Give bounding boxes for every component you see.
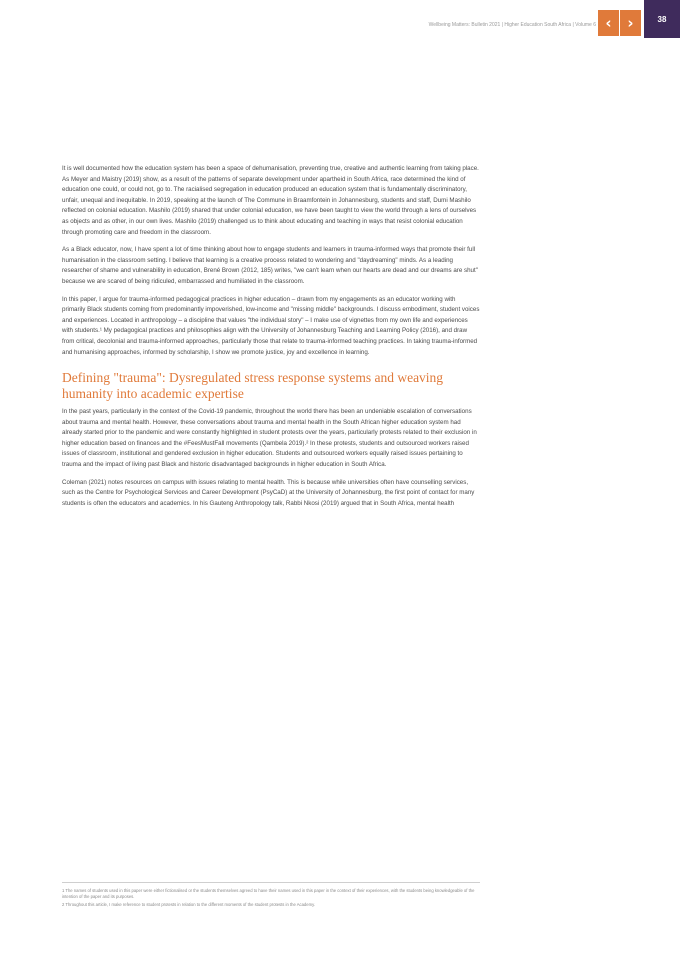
previous-page-button[interactable]: [598, 10, 619, 36]
chevron-left-icon: ‹: [605, 13, 612, 32]
intro-paragraph-2: As a Black educator, now, I have spent a lot of time thinking about how to engage students and learners in trauma-informed ways that promote their full humanisation in the classroom setting. I believe that learning is a creative process related to wondering and "daydreaming" minds. As a leading researcher of shame and vulnerability in education, Brené Brown (2012, 185) writes, "we can't learn when our hearts are dead and our dreams are shut" because we are scared of being ridiculed, embarrassed and humiliated in the classroom.: [62, 246, 478, 285]
running-header-title: Wellbeing Matters: Bulletin 2021 | Higher Education South Africa | Volume 6: [428, 22, 596, 28]
section-paragraph-2: Coleman (2021) notes resources on campus with issues relating to mental health. This is because while universities often have counselling services, such as the Centre for Psychological Services and Career Development (PsyCaD) at the University of Johannesburg, the first point of contact for many students is often the educators and academics. In his Gauteng Anthropology talk, Rabbi Nkosi (2019) argued that in South Africa, mental health: [62, 478, 475, 507]
footnote-1: 1 The names of students used in this paper were either fictionalised or the students themselves agreed to have their names used in this paper in the context of their experiences, with the students being knowledgeable of the intention of the paper and its purposes.: [62, 888, 475, 900]
chevron-right-icon: ›: [627, 13, 634, 32]
article-body: [62, 164, 480, 516]
intro-paragraph-3: In this paper, I argue for trauma-informed pedagogical practices in higher education – drawn from my engagements as an educator working with primarily Black students coming from predominantly impoverished, low-income and "missing middle" backgrounds. I discuss embodiment, student voices and experiences. Located in anthropology – a discipline that values "the individual story" – I make use of vignettes from my own life and experiences with students.¹ My pedagogical practices and philosophies align with the University of Johannesburg Teaching and Learning Policy (2016), and draw from critical, decolonial and trauma-informed approaches, particularly those that relate to trauma-informed teaching practices. In taking trauma-informed and humanising approaches, informed by scholarship, I show we promote justice, joy and excellence in learning.: [62, 295, 480, 356]
section-paragraph-1: In the past years, particularly in the context of the Covid-19 pandemic, throughout the world there has been an undeniable escalation of conversations about trauma and mental health. However, these conversations about trauma and mental health in the South African higher education system had already started prior to the pandemic and were constantly highlighted in student protests over the years, particularly protests related to their exclusion in higher education based on finances and the #FeesMustFall movements (Qambela 2019).² In these protests, students and outsourced workers raised issues of classroom, institutional and gendered exclusion in higher education. Students and outsourced workers equally raised issues pertaining to trauma and the impact of living past Black and historic disadvantaged backgrounds in higher education in South Africa.: [62, 408, 477, 469]
next-page-button[interactable]: [620, 10, 641, 36]
page-number-badge: [644, 0, 680, 38]
footnotes: [62, 882, 480, 911]
section-heading: Defining "trauma": Dysregulated stress response systems and weaving humanity into academic expertise: [62, 370, 444, 401]
footnote-2: 2 Throughout this article, I make reference to student protests in relation to the different moments of the student protests in the Academy.: [62, 902, 316, 908]
intro-paragraph-1: It is well documented how the education system has been a space of dehumanisation, preventing true, creative and authentic learning from taking place. As Meyer and Maistry (2019) show, as a result of the patterns of separate development under apartheid in South Africa, race determined the kind of education one could, or could not, go to. The racialised segregation in education produced an education system that is fundamentally discriminatory, unfair, unequal and inequitable. In 2019, speaking at the launch of The Commune in Braamfontein in Johannesburg, students and staff, Dumi Mashilo reflected on colonial education. Mashilo (2019) shared that under colonial education, we have been taught to view the world through a lens of ourselves as objects and as other, in our own lives. Mashilo (2019) challenged us to think about educating and teaching in ways that resist colonial education through promoting care and freedom in the classroom.: [62, 165, 479, 236]
page-number: 38: [657, 14, 667, 24]
